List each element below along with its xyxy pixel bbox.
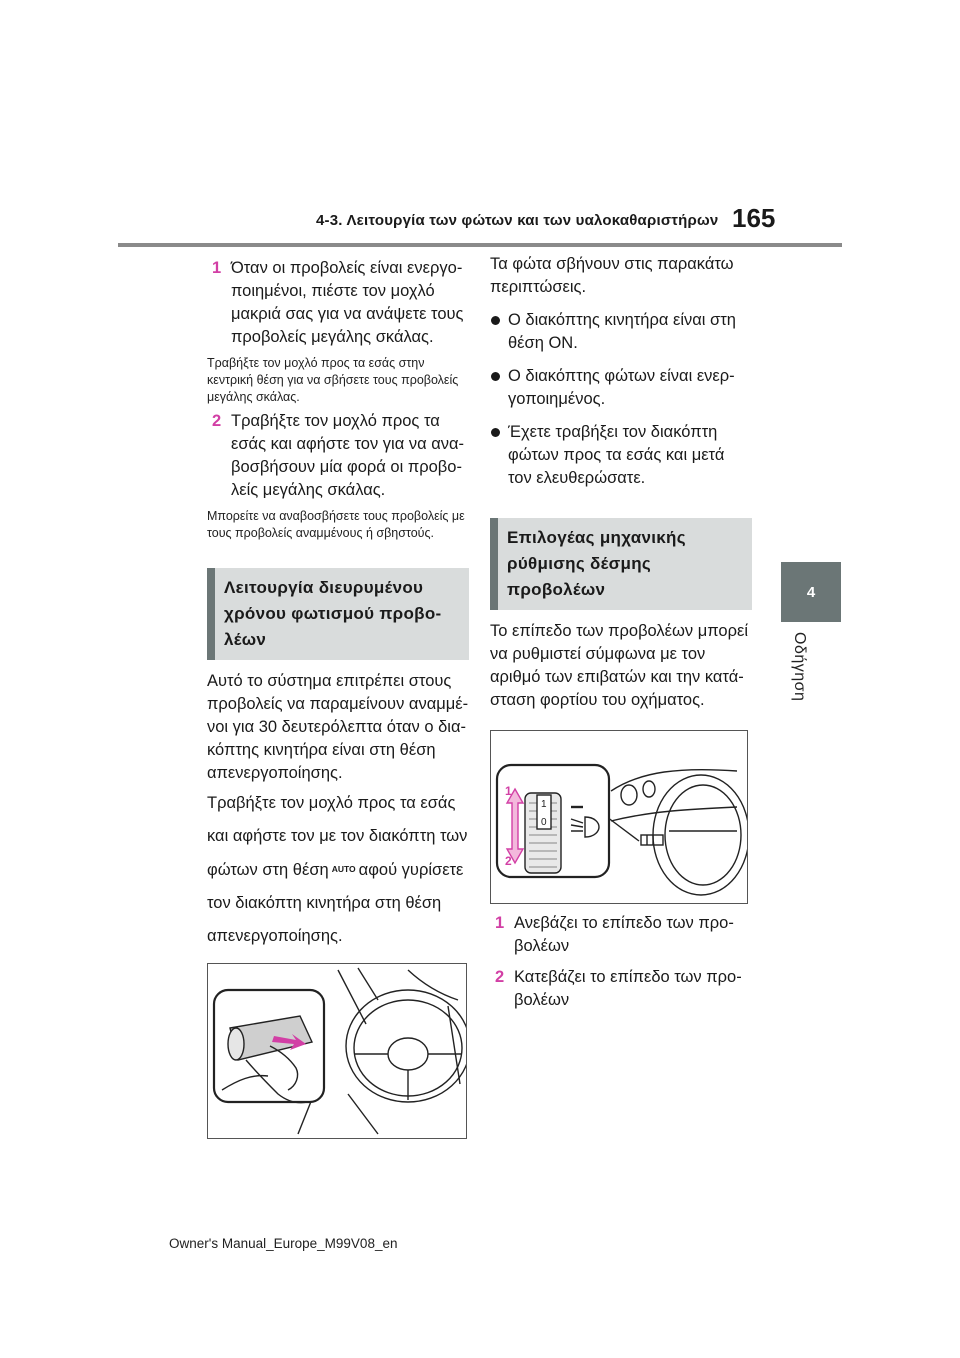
step-number: 1 — [495, 914, 505, 932]
dial-mark-0: 0 — [541, 817, 547, 828]
right-column — [490, 253, 752, 1012]
step-1 — [490, 912, 752, 958]
bullet-text: Ο διακόπτης κινητήρα είναι στη θέση ON. — [508, 311, 736, 352]
auto-icon: AUTO — [331, 864, 356, 874]
lever-illustration — [208, 964, 466, 1138]
paragraph: Τα φώτα σβήνουν στις παρακάτω περιπτώσεις. — [490, 255, 734, 296]
left-column — [207, 253, 469, 1139]
bullet-icon — [491, 428, 500, 437]
header-divider — [118, 243, 842, 247]
step-number: 2 — [495, 968, 505, 986]
chapter-label: Οδήγηση — [791, 632, 808, 702]
bullet-text: Ο διακόπτης φώτων είναι ενεργοποιημένος. — [508, 367, 735, 408]
paragraph: Το επίπεδο των προβολέων μπορεί να ρυθμιστεί σύμφωνα με τον αριθμό των επιβατών και την κατάσταση φορτίου του οχήματος. — [490, 622, 748, 709]
section-heading: Λειτουργία διευρυμένου χρόνου φωτισμού προβολέων — [207, 568, 469, 660]
page-number: 165 — [732, 203, 776, 233]
footer-text: Owner's Manual_Europe_M99V08_en — [169, 1236, 398, 1251]
bullet-text: Έχετε τραβήξει τον διακόπτη φώτων προς τα εσάς και μετά τον ελευθερώσατε. — [508, 423, 725, 487]
bullet-item — [490, 421, 752, 490]
bullet-item — [490, 365, 752, 411]
chapter-tab[interactable] — [781, 562, 841, 622]
figure-label-up: 1 — [505, 784, 512, 798]
section-heading: Επιλογέας μηχανικής ρύθμισης δέσμης προβολέων — [490, 518, 752, 610]
paragraph-text: Τραβήξτε τον μοχλό προς τα εσάς και αφήστε τον με τον διακόπτη των φώτων στη θέση — [207, 794, 468, 879]
step-text: Τραβήξτε τον μοχλό προς τα εσάς και αφήστε τον για να αναβοσβήσουν μία φορά οι προβολείς μεγάλης σκάλας. — [231, 412, 465, 499]
paragraph-text: αφού γυρίσετε τον διακόπτη κινητήρα στη θέση απενεργοποίησης. — [207, 861, 464, 945]
step-2 — [207, 410, 469, 502]
figure-label-down: 2 — [505, 854, 512, 868]
figure-beam-leveling — [490, 730, 748, 904]
section-title: 4-3. Λειτουργία των φώτων και των υαλοκαθαριστήρων — [316, 212, 719, 229]
step-number: 1 — [212, 259, 222, 277]
bullet-icon — [491, 316, 500, 325]
dial-mark-1: 1 — [541, 799, 547, 810]
step-2 — [490, 966, 752, 1012]
paragraph — [207, 787, 469, 953]
step-text: Όταν οι προβολείς είναι ενεργοποιημένοι, πιέστε τον μοχλό μακριά σας για να ανάψετε τους προβολείς μεγάλης σκάλας. — [231, 259, 464, 346]
step-1 — [207, 257, 469, 349]
leveling-illustration — [491, 731, 747, 903]
step-number: 2 — [212, 412, 222, 430]
figure-headlight-lever — [207, 963, 467, 1139]
bullet-item — [490, 309, 752, 355]
note: Τραβήξτε τον μοχλό προς τα εσάς στην κεντρική θέση για να σβήσετε τους προβολείς μεγάλης σκάλας. — [207, 356, 459, 404]
note: Μπορείτε να αναβοσβήσετε τους προβολείς με τους προβολείς αναμμένους ή σβηστούς. — [207, 509, 465, 540]
paragraph: Αυτό το σύστημα επιτρέπει στους προβολείς να παραμείνουν αναμμένοι για 30 δευτερόλεπτα όταν ο διακόπτης κινητήρα είναι στη θέση απενεργοποίησης. — [207, 672, 469, 782]
step-text: Ανεβάζει το επίπεδο των προβολέων — [514, 914, 734, 955]
chapter-number: 4 — [806, 583, 816, 601]
bullet-icon — [491, 372, 500, 381]
step-text: Κατεβάζει το επίπεδο των προβολέων — [514, 968, 742, 1009]
